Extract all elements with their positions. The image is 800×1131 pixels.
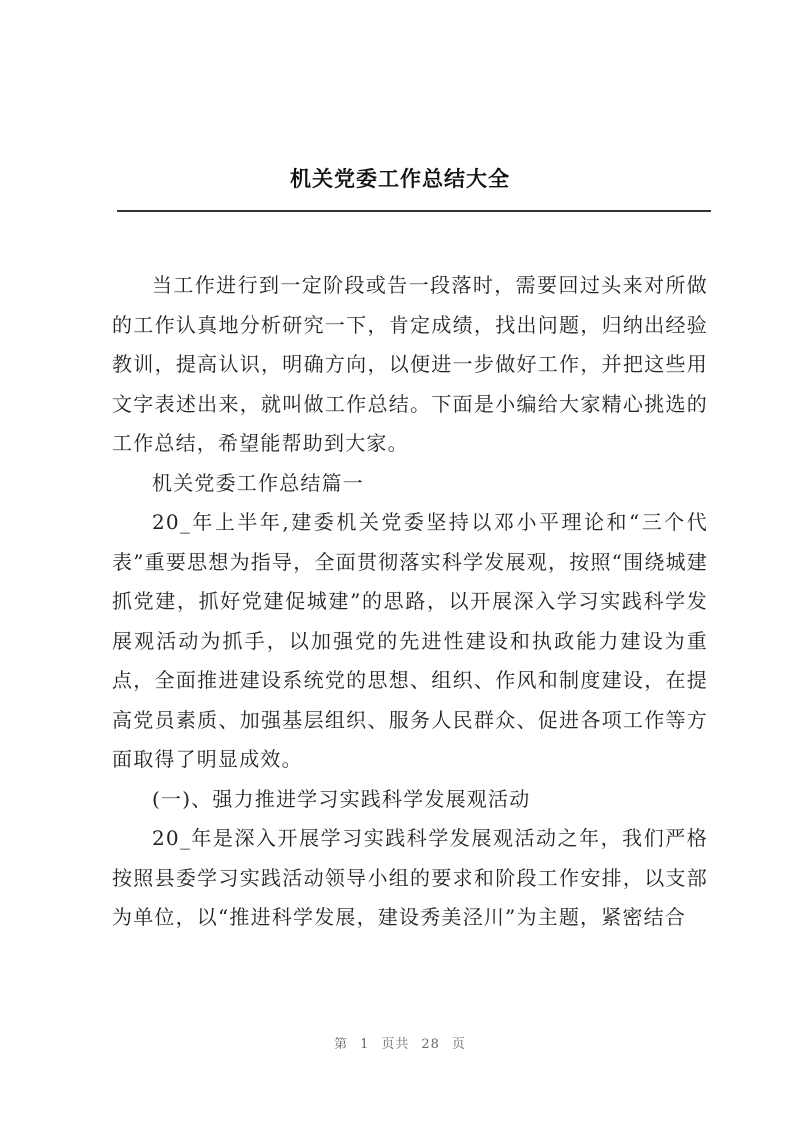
document-body bbox=[112, 266, 708, 938]
footer-prefix: 第 bbox=[334, 1037, 349, 1052]
subsection-heading: (一)、强力推进学习实践科学发展观活动 bbox=[152, 786, 531, 811]
intro-paragraph: 当工作进行到一定阶段或告一段落时，需要回过头来对所做的工作认真地分析研究一下，肯定成绩，找出问题，归纳出经验教训，提高认识，明确方向，以便进一步做好工作，并把这些用文字表述出来，就叫做工作总结。下面是小编给大家精心挑选的工作总结，希望能帮助到大家。 bbox=[112, 273, 708, 455]
footer-page-number: 1 bbox=[360, 1037, 370, 1052]
body-paragraph: 20_年上半年,建委机关党委坚持以邓小平理论和“三个代表”重要思想为指导，全面贯彻落实科学发展观，按照“围绕城建抓党建，抓好党建促城建”的思路，以开展深入学习实践科学发展观活动为抓手，以加强党的先进性建设和执政能力建设为重点，全面推进建设系统党的思想、组织、作风和制度建设，在提高党员素质、加强基层组织、服务人民群众、促进各项工作等方面取得了明显成效。 bbox=[112, 510, 708, 771]
footer-suffix: 页 bbox=[451, 1037, 466, 1052]
section-heading: 机关党委工作总结篇一 bbox=[152, 470, 364, 495]
body-paragraph: 20_年是深入开展学习实践科学发展观活动之年，我们严格按照县委学习实践活动领导小组的要求和阶段工作安排，以支部为单位，以“推进科学发展，建设秀美泾川”为主题，紧密结合 bbox=[112, 826, 708, 929]
footer-middle: 页共 bbox=[381, 1037, 410, 1052]
page-footer bbox=[0, 1033, 800, 1052]
title-divider bbox=[117, 210, 711, 212]
document-title: 机关党委工作总结大全 bbox=[290, 166, 510, 191]
footer-total-pages: 28 bbox=[421, 1037, 440, 1052]
